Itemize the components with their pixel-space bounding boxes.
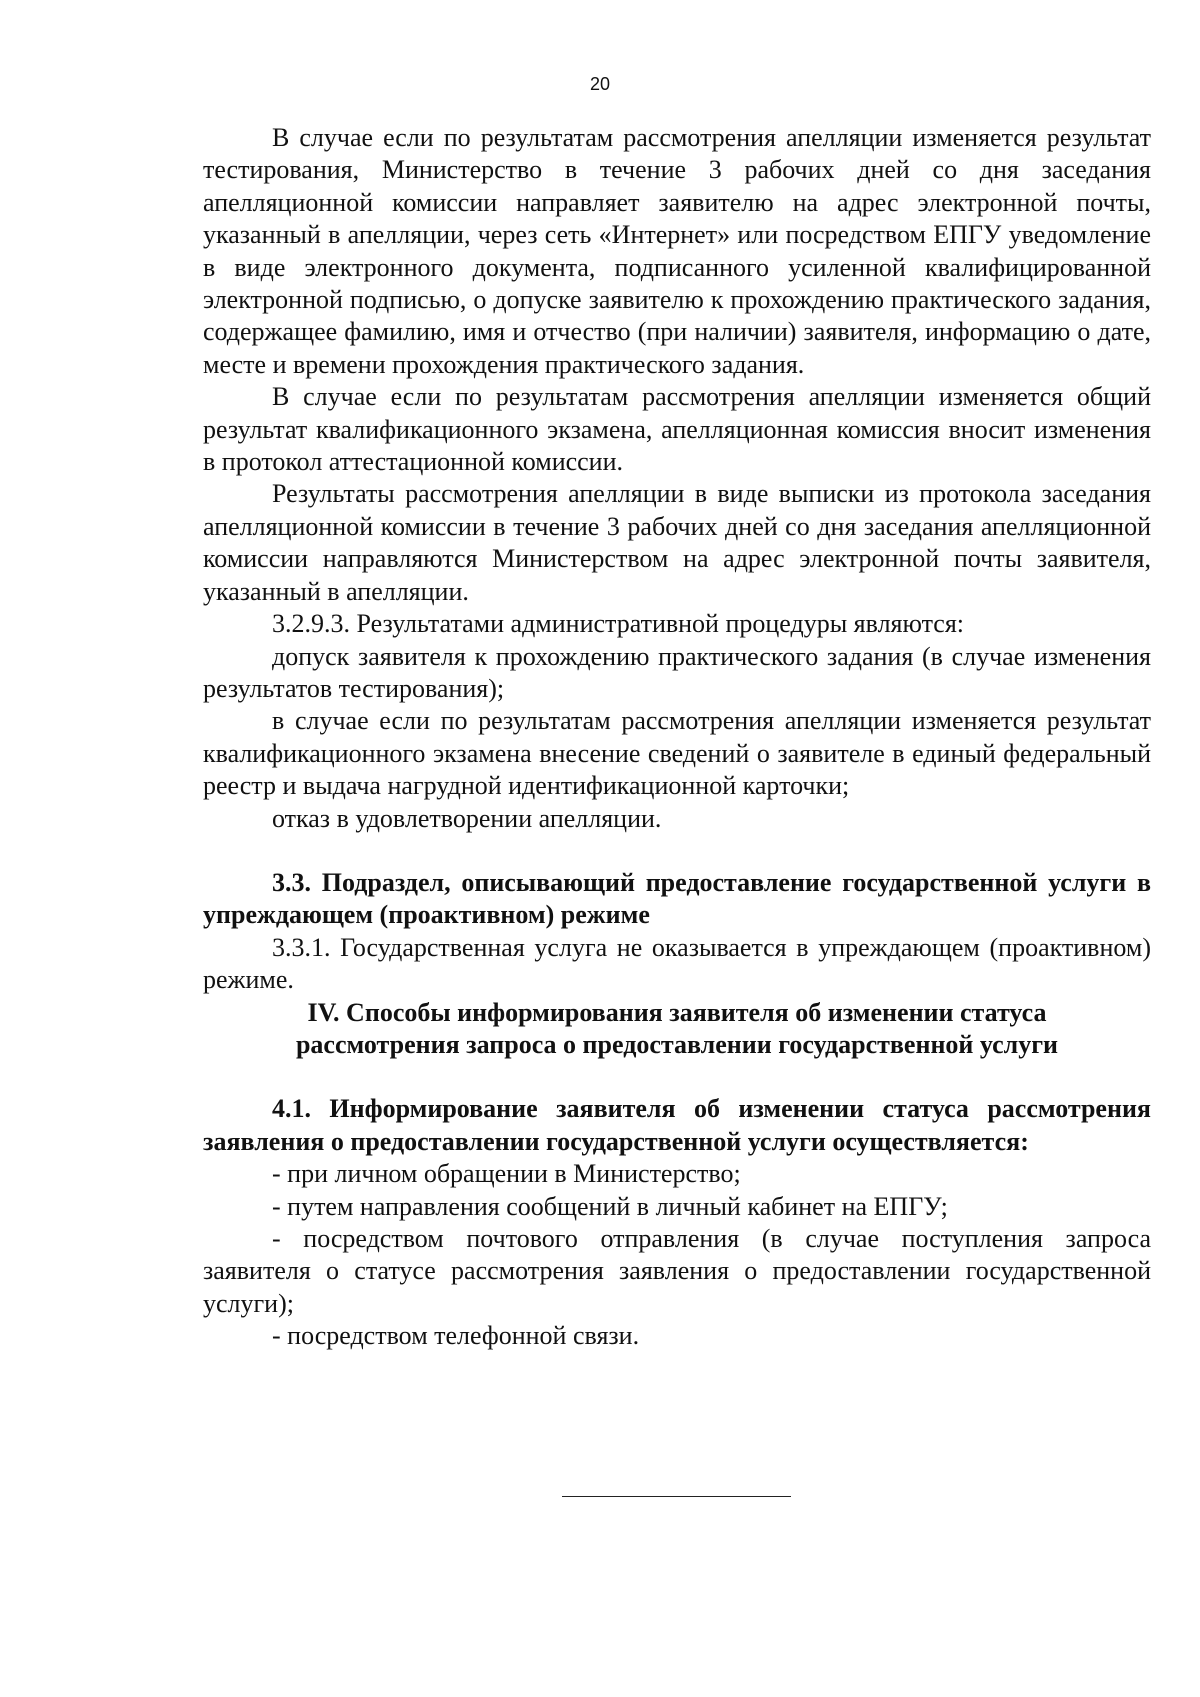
paragraph-result-refusal: отказ в удовлетворении апелляции. <box>272 803 662 833</box>
section-iv-heading: IV. Способы информирования заявителя об изменении статуса рассмотрения запроса о предоставлении государственной услуги <box>295 997 1059 1059</box>
paragraph-result-admission: допуск заявителя к прохождению практического задания (в случае изменения результатов тестирования); <box>203 641 1151 703</box>
list-item: - путем направления сообщений в личный кабинет на ЕПГУ; <box>272 1191 948 1221</box>
end-of-document-rule <box>562 1496 791 1497</box>
paragraph-appeal-results-sent: Результаты рассмотрения апелляции в виде выписки из протокола заседания апелляционной комиссии в течение 3 рабочих дней со дня заседания апелляционной комиссии направляются Министерством на адрес электронной почты заявителя, указанный в апелляции. <box>203 479 1151 606</box>
subsection-3-3-text: 3.3.1. Государственная услуга не оказывается в упреждающем (проактивном) режиме. <box>203 932 1151 995</box>
document-body <box>203 122 1151 1353</box>
paragraph-appeal-exam-result: В случае если по результатам рассмотрения апелляции изменяется общий результат квалификационного экзамена, апелляционная комиссия вносит изменения в протокол аттестационной комиссии. <box>203 382 1151 477</box>
list-item: - посредством почтового отправления (в случае поступления запроса заявителя о статусе рассмотрения заявления о предоставлении государственной услуги); <box>203 1224 1151 1318</box>
subsection-3-3-heading: 3.3. Подраздел, описывающий предоставление государственной услуги в упреждающем (проактивном) режиме <box>203 867 1151 930</box>
page-number: 20 <box>589 74 611 94</box>
list-item: - при личном обращении в Министерство; <box>272 1159 741 1189</box>
paragraph-procedure-results: 3.2.9.3. Результатами административной процедуры являются: <box>272 609 964 639</box>
spacer <box>203 835 1151 867</box>
list-item: - посредством телефонной связи. <box>272 1321 640 1351</box>
clause-4-1-heading: 4.1. Информирование заявителя об изменении статуса рассмотрения заявления о предоставлении государственной услуги осуществляется: <box>203 1094 1151 1156</box>
paragraph-result-registry: в случае если по результатам рассмотрения апелляции изменяется результат квалификационного экзамена внесение сведений о заявителе в единый федеральный реестр и выдача нагрудной идентификационной карточки; <box>203 706 1151 801</box>
paragraph-appeal-test-result: В случае если по результатам рассмотрения апелляции изменяется результат тестирования, Министерство в течение 3 рабочих дней со дня заседания апелляционной комиссии направляет заявителю на адрес электронной почты, указанный в апелляции, через сеть «Интернет» или посредством ЕПГУ уведомление в виде электронного документа, подписанного усиленной квалифицированной электронной подписью, о допуске заявителю к прохождению практического задания, содержащее фамилию, имя и отчество (при наличии) заявителя, информацию о дате, месте и времени прохождения практического задания. <box>203 123 1151 379</box>
spacer <box>203 1061 1151 1093</box>
